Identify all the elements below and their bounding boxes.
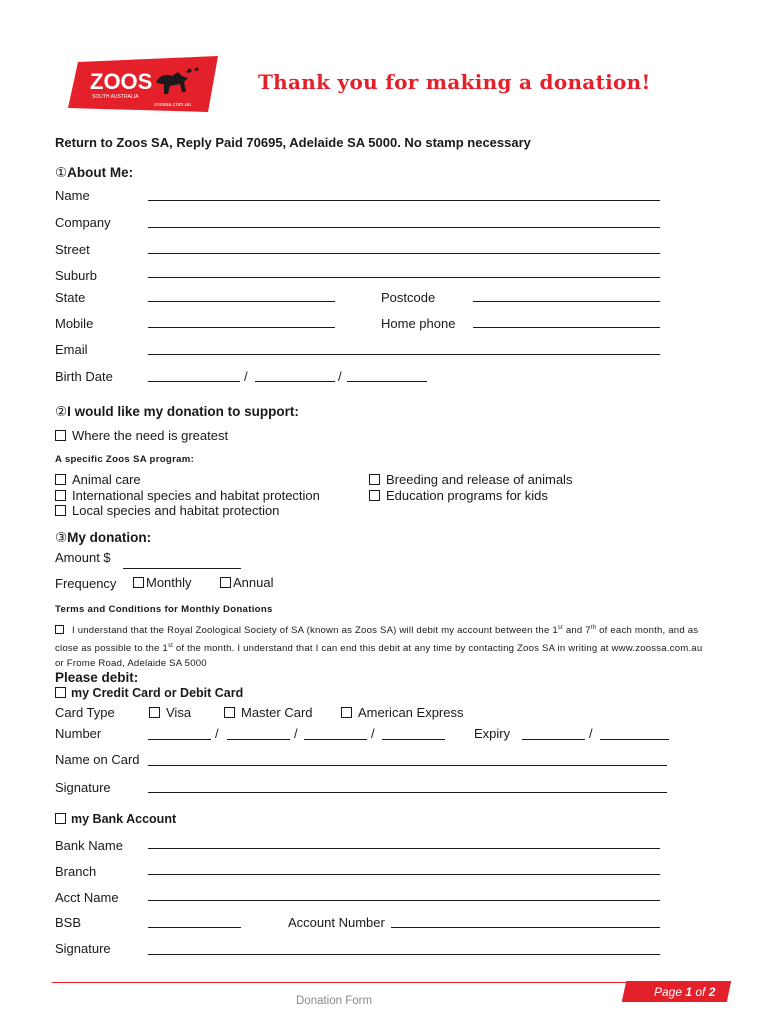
- frequency-label: Frequency: [55, 576, 117, 591]
- checkbox-icon[interactable]: [55, 474, 66, 485]
- home-phone-field[interactable]: [473, 327, 660, 328]
- logo-sub: SOUTH AUSTRALIA: [92, 94, 139, 100]
- card-option[interactable]: my Credit Card or Debit Card: [55, 686, 243, 700]
- expiry-year-field[interactable]: [600, 739, 669, 740]
- bank-name-label: Bank Name: [55, 838, 123, 853]
- bsb-field[interactable]: [148, 927, 241, 928]
- card-number-part3[interactable]: [304, 739, 367, 740]
- program-option[interactable]: Animal care: [55, 472, 320, 488]
- program-option[interactable]: Breeding and release of animals: [369, 472, 572, 488]
- annual-option[interactable]: Annual: [220, 575, 273, 590]
- card-signature-field[interactable]: [148, 792, 667, 793]
- footer-form-name: Donation Form: [296, 995, 373, 1007]
- birth-date-label: Birth Date: [55, 369, 113, 384]
- footer-rule: [52, 982, 678, 983]
- bsb-label: BSB: [55, 915, 82, 930]
- street-label: Street: [55, 242, 90, 257]
- birth-year-field[interactable]: [347, 381, 427, 382]
- card-number-part1[interactable]: [148, 739, 211, 740]
- card-number-part2[interactable]: [227, 739, 290, 740]
- checkbox-icon[interactable]: [224, 707, 235, 718]
- bank-signature-label: Signature: [55, 941, 111, 956]
- program-option[interactable]: Local species and habitat protection: [55, 503, 320, 519]
- return-address: Return to Zoos SA, Reply Paid 70695, Adelaide SA 5000. No stamp necessary: [55, 135, 531, 150]
- number-3-icon: ③: [55, 530, 68, 545]
- slash: /: [294, 726, 298, 741]
- account-number-field[interactable]: [391, 927, 660, 928]
- branch-field[interactable]: [148, 874, 660, 875]
- expiry-label: Expiry: [474, 726, 511, 741]
- page-title: Thank you for making a donation!: [258, 70, 651, 94]
- checkbox-icon[interactable]: [149, 707, 160, 718]
- state-label: State: [55, 290, 86, 305]
- checkbox-icon[interactable]: [55, 490, 66, 501]
- acct-name-label: Acct Name: [55, 890, 119, 905]
- logo-brand: ZOOS: [90, 69, 153, 94]
- checkbox-icon[interactable]: [369, 490, 380, 501]
- checkbox-icon[interactable]: [55, 505, 66, 516]
- company-field[interactable]: [148, 227, 660, 228]
- company-label: Company: [55, 215, 111, 230]
- expiry-month-field[interactable]: [522, 739, 585, 740]
- name-field[interactable]: [148, 200, 660, 201]
- monthly-option[interactable]: Monthly: [133, 575, 192, 590]
- checkbox-icon[interactable]: [369, 474, 380, 485]
- bank-signature-field[interactable]: [148, 954, 660, 955]
- terms-text: I understand that the Royal Zoological Society of SA (known as Zoos SA) will debit my account between the 1st and 7th of each month, and as close as possible to the 1st of the month. I understand that I can end this debit at any time by contacting Zoos SA in writing at www.zoossa.com.au or Frome Road, Adelaide SA 5000: [55, 625, 703, 670]
- card-number-part4[interactable]: [382, 739, 445, 740]
- program-option[interactable]: Education programs for kids: [369, 488, 572, 504]
- date-slash: /: [244, 369, 248, 384]
- number-label: Number: [55, 726, 102, 741]
- please-debit-heading: Please debit:: [55, 670, 139, 685]
- email-field[interactable]: [148, 354, 660, 355]
- name-label: Name: [55, 188, 90, 203]
- checkbox-icon[interactable]: [220, 577, 231, 588]
- bank-name-field[interactable]: [148, 848, 660, 849]
- specific-program-label: A specific Zoos SA program:: [55, 454, 195, 465]
- programs-left-list: [55, 472, 320, 519]
- birth-day-field[interactable]: [148, 381, 240, 382]
- slash: /: [589, 726, 593, 741]
- mastercard-option[interactable]: Master Card: [224, 705, 313, 720]
- page-indicator: Page 1 of 2: [654, 985, 716, 999]
- terms-title: Terms and Conditions for Monthly Donations: [55, 604, 273, 615]
- checkbox-icon[interactable]: [55, 430, 66, 441]
- section-donation-heading: ③My donation:: [55, 530, 152, 545]
- name-on-card-label: Name on Card: [55, 752, 140, 767]
- suburb-field[interactable]: [148, 277, 660, 278]
- slash: /: [215, 726, 219, 741]
- mobile-field[interactable]: [148, 327, 335, 328]
- programs-right-list: [369, 472, 572, 503]
- visa-option[interactable]: Visa: [149, 705, 191, 720]
- terms-checkbox-icon[interactable]: [55, 625, 64, 634]
- amount-label: Amount $: [55, 550, 111, 565]
- bank-option[interactable]: my Bank Account: [55, 812, 176, 826]
- number-1-icon: ①: [55, 165, 68, 180]
- amount-field[interactable]: [123, 568, 241, 569]
- where-needed-option[interactable]: Where the need is greatest: [55, 428, 228, 443]
- date-slash: /: [338, 369, 342, 384]
- checkbox-icon[interactable]: [55, 813, 66, 824]
- checkbox-icon[interactable]: [55, 687, 66, 698]
- logo-graphic: [68, 56, 226, 114]
- slash: /: [371, 726, 375, 741]
- state-field[interactable]: [148, 301, 335, 302]
- branch-label: Branch: [55, 864, 97, 879]
- section-about-me-heading: ①About Me:: [55, 165, 134, 180]
- amex-option[interactable]: American Express: [341, 705, 463, 720]
- birth-month-field[interactable]: [255, 381, 335, 382]
- card-type-label: Card Type: [55, 705, 115, 720]
- street-field[interactable]: [148, 253, 660, 254]
- zoos-sa-logo: [68, 56, 226, 114]
- home-phone-label: Home phone: [381, 316, 456, 331]
- account-number-label: Account Number: [288, 915, 385, 930]
- logo-url: zoossa.com.au: [154, 102, 191, 108]
- program-option[interactable]: International species and habitat protection: [55, 488, 320, 504]
- number-2-icon: ②: [55, 404, 68, 419]
- postcode-label: Postcode: [381, 290, 436, 305]
- section-support-heading: ②I would like my donation to support:: [55, 404, 299, 419]
- email-label: Email: [55, 342, 88, 357]
- mobile-label: Mobile: [55, 316, 94, 331]
- acct-name-field[interactable]: [148, 900, 660, 901]
- card-signature-label: Signature: [55, 780, 111, 795]
- suburb-label: Suburb: [55, 268, 97, 283]
- name-on-card-field[interactable]: [148, 765, 667, 766]
- postcode-field[interactable]: [473, 301, 660, 302]
- checkbox-icon[interactable]: [133, 577, 144, 588]
- checkbox-icon[interactable]: [341, 707, 352, 718]
